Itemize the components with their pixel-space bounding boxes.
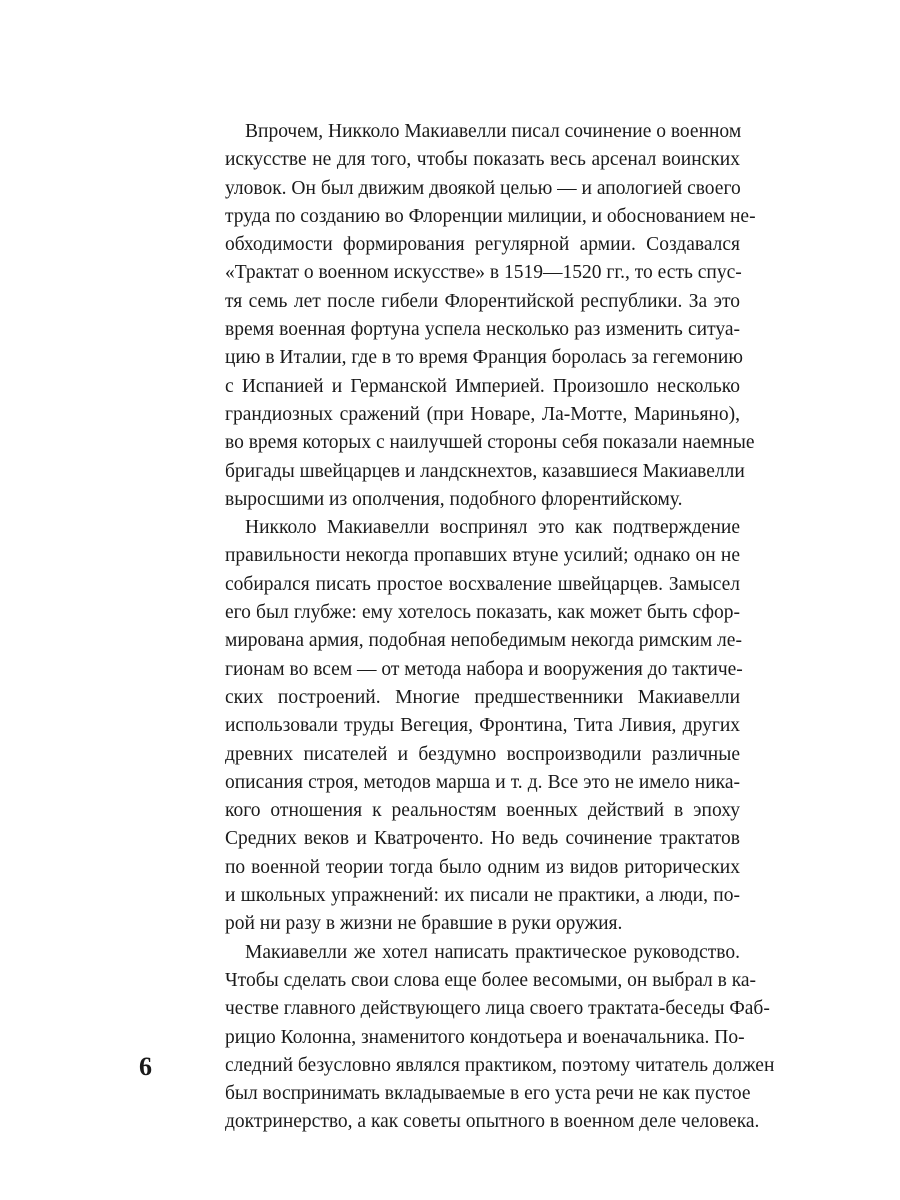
- text-line: ских построений. Многие предшественники Макиавелли: [225, 686, 740, 708]
- text-line: бригады швейцарцев и ландскнехтов, казавшиеся Макиавелли: [225, 460, 745, 482]
- paragraph-1: [225, 118, 756, 514]
- text-line: Никколо Макиавелли воспринял это как подтверждение: [245, 517, 740, 539]
- text-line: грандиозных сражений (при Новаре, Ла-Мотте, Мариньяно),: [225, 403, 740, 425]
- text-line: выросшими из ополчения, подобного флорентийскому.: [225, 488, 683, 510]
- page-number: 6: [139, 1052, 152, 1081]
- text-line: уловок. Он был движим двоякой целью — и апологией своего: [225, 177, 741, 199]
- text-line: Впрочем, Никколо Макиавелли писал сочинение о военном: [245, 121, 742, 142]
- text-line: гионам во всем — от метода набора и вооружения до тактиче-: [225, 658, 743, 680]
- text-line: доктринерство, а как советы опытного в военном деле человека.: [225, 1111, 760, 1133]
- paragraph-2: [225, 514, 743, 938]
- text-line: был воспринимать вкладываемые в его уста речи не как пустое: [225, 1083, 751, 1105]
- text-line: Чтобы сделать свои слова еще более весомыми, он выбрал в ка-: [225, 969, 757, 991]
- text-line: и школьных упражнений: их писали не практики, а люди, по-: [225, 885, 740, 907]
- text-line: правильности некогда пропавших втуне усилий; однако он не: [225, 545, 740, 567]
- text-line: по военной теории тогда было одним из видов риторических: [225, 856, 740, 878]
- text-line: мирована армия, подобная непобедимым некогда римским ле-: [225, 630, 742, 652]
- text-line: Макиавелли же хотел написать практическое руководство.: [245, 941, 740, 963]
- text-line: «Трактат о военном искусстве» в 1519—1520 гг., то есть спус-: [225, 262, 742, 284]
- text-line: честве главного действующего лица своего трактата-беседы Фаб-: [225, 998, 770, 1020]
- text-line: его был глубже: ему хотелось показать, как может быть сфор-: [225, 602, 740, 624]
- text-line: искусстве не для того, чтобы показать весь арсенал воинских: [225, 149, 740, 171]
- text-line: время военная фортуна успела несколько раз изменить ситуа-: [225, 319, 740, 341]
- text-line: кого отношения к реальностям военных действий в эпоху: [225, 800, 740, 822]
- text-line: собирался писать простое восхваление швейцарцев. Замысел: [225, 573, 740, 595]
- text-line: рицио Колонна, знаменитого кондотьера и военачальника. По-: [225, 1026, 745, 1048]
- text-line: труда по созданию во Флоренции милиции, и обоснованием не-: [225, 205, 756, 227]
- text-line: рой ни разу в жизни не бравшие в руки оружия.: [225, 913, 623, 935]
- text-line: использовали труды Вегеция, Фронтина, Тита Ливия, других: [225, 715, 740, 737]
- text-line: следний безусловно являлся практиком, поэтому читатель должен: [225, 1054, 775, 1076]
- text-line: во время которых с наилучшей стороны себя показали наемные: [225, 432, 755, 454]
- paragraph-3: [225, 939, 775, 1137]
- text-line: с Испанией и Германской Империей. Произошло несколько: [225, 375, 740, 397]
- text-line: цию в Италии, где в то время Франция боролась за гегемонию: [225, 347, 743, 369]
- text-line: обходимости формирования регулярной армии. Создавался: [225, 234, 740, 256]
- text-line: древних писателей и бездумно воспроизводили различные: [225, 743, 740, 765]
- text-line: тя семь лет после гибели Флорентийской республики. За это: [225, 290, 740, 312]
- text-line: Средних веков и Кватроченто. Но ведь сочинение трактатов: [225, 828, 740, 850]
- body-text: [225, 118, 775, 1137]
- text-line: описания строя, методов марша и т. д. Все это не имело ника-: [225, 771, 740, 793]
